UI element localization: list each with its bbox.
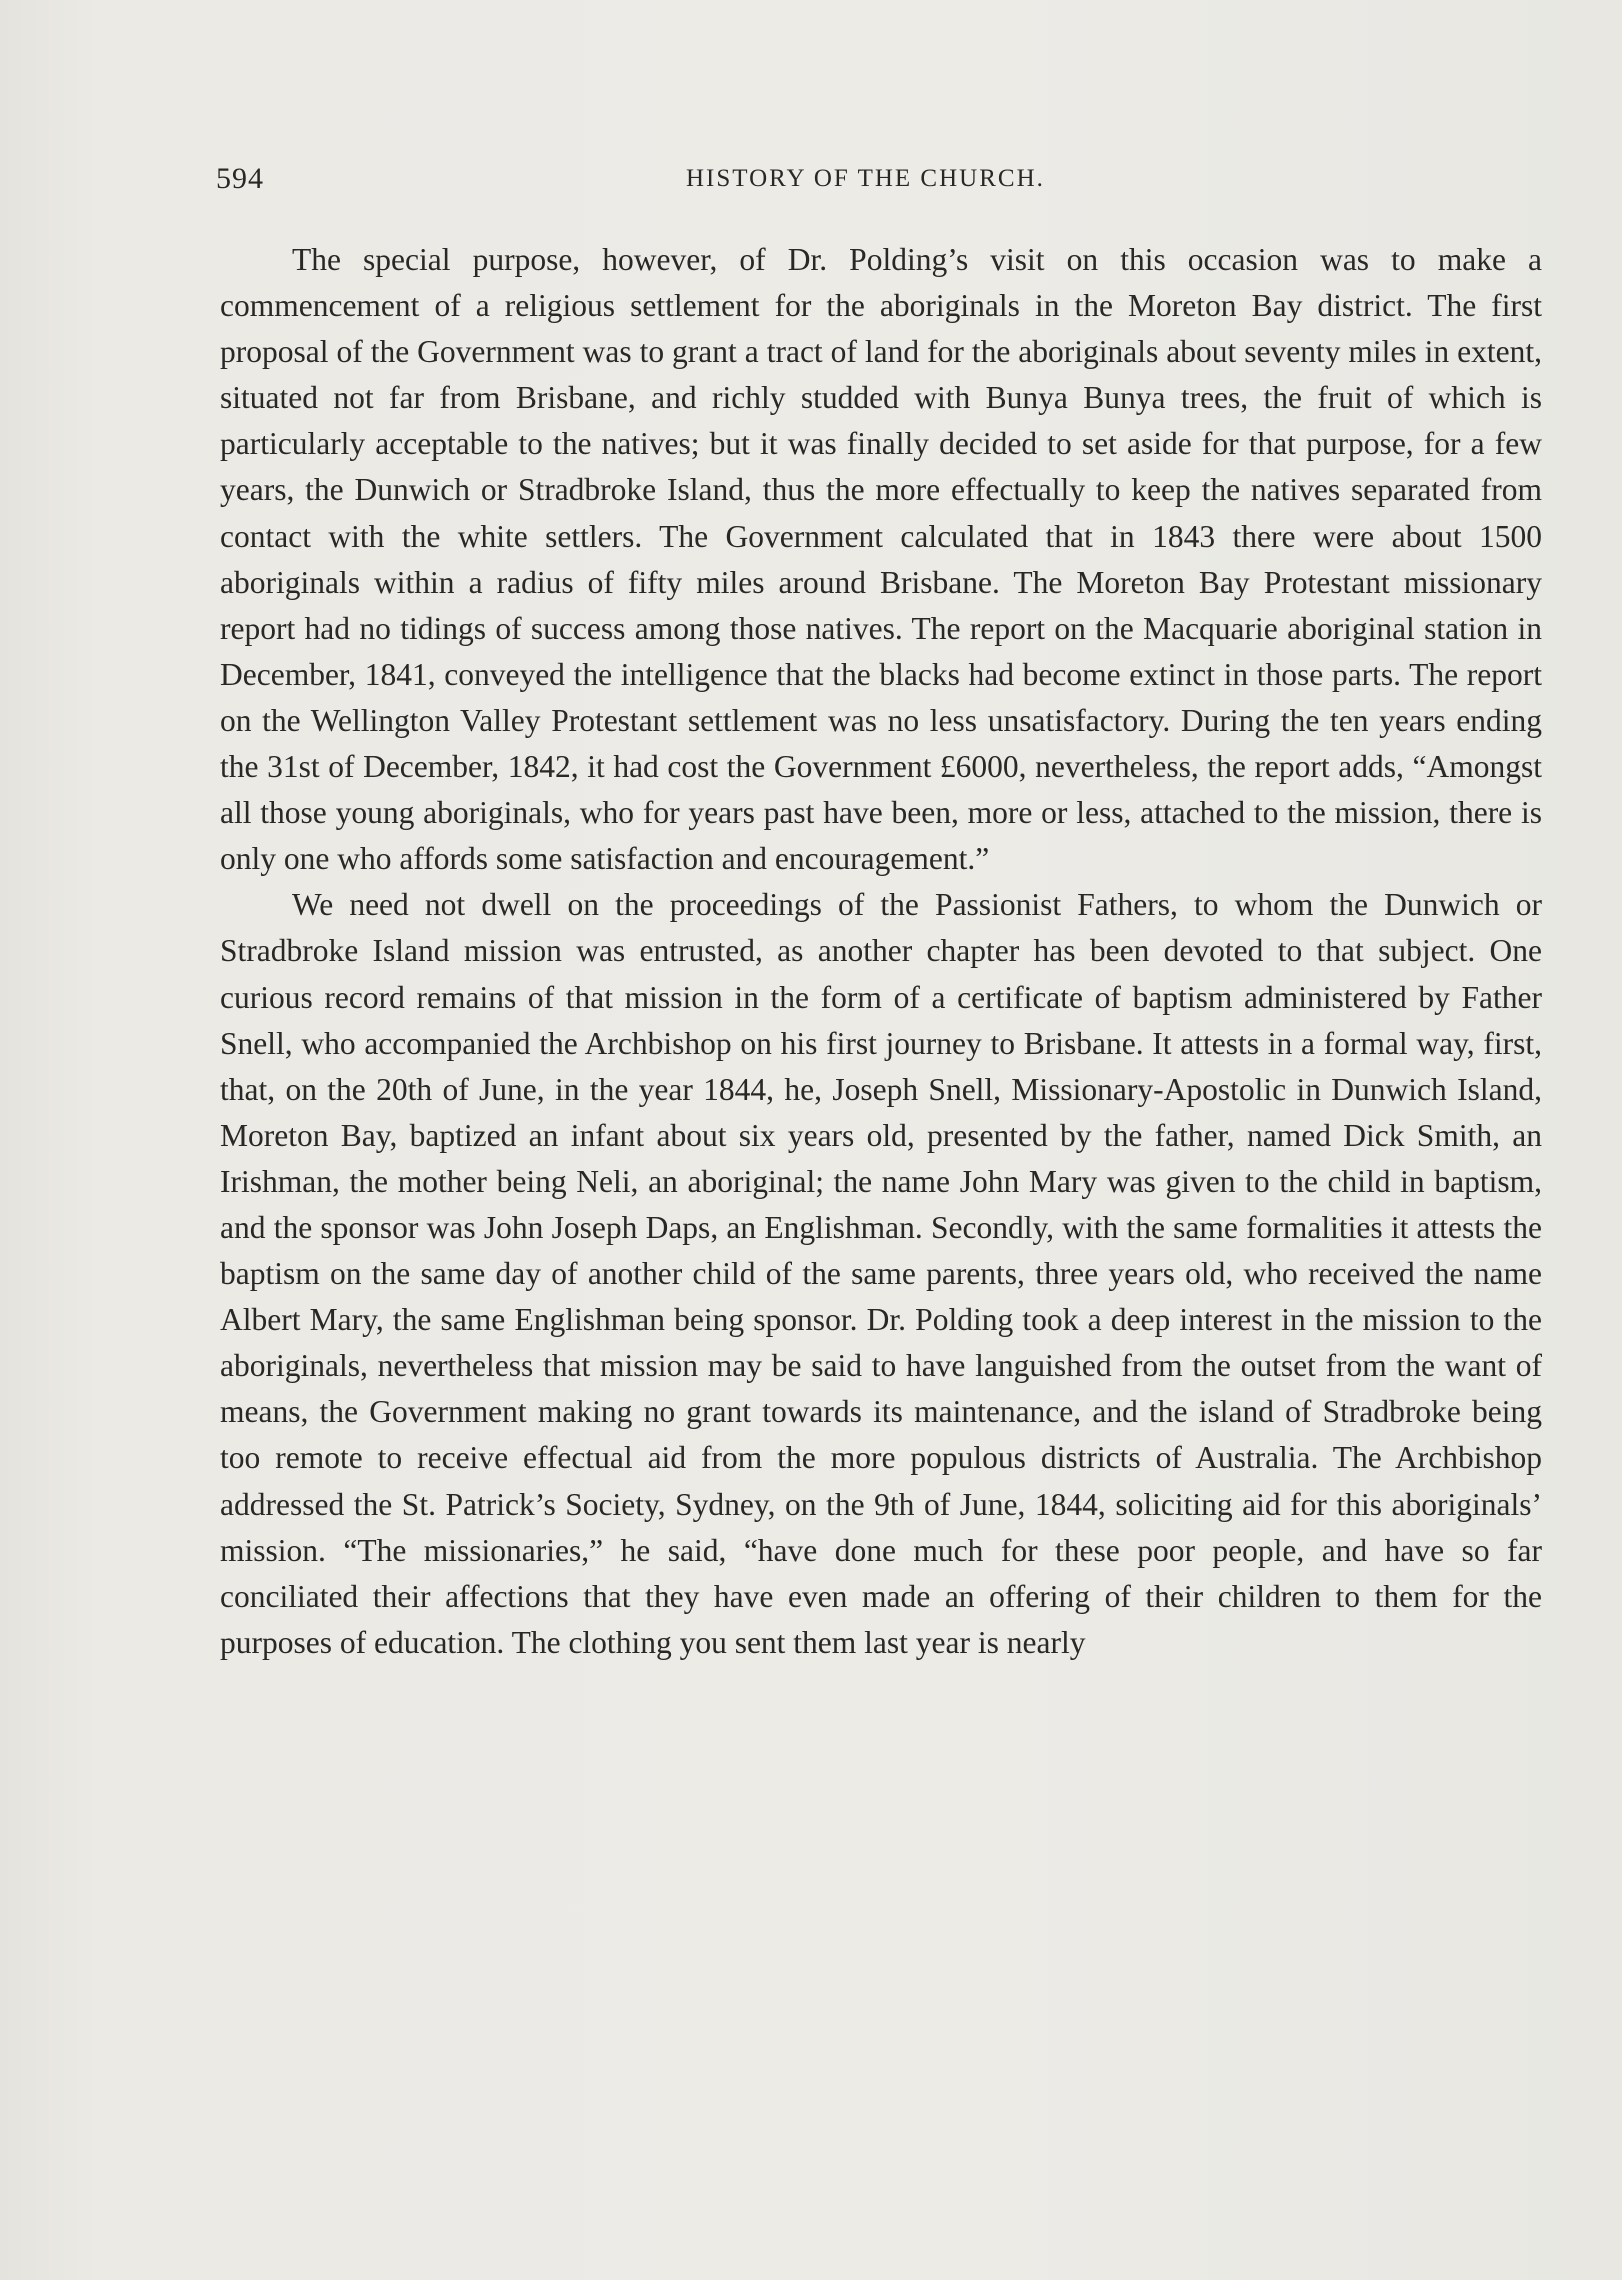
running-title: HISTORY OF THE CHURCH. [686,165,1045,192]
paragraph: The special purpose, however, of Dr. Polding’s visit on this occasion was to make a commencement of a religious settlement for the aboriginals in the Moreton Bay district. The first proposal of the Government was to grant a tract of land for the aboriginals about seventy miles in extent, situated not far from Brisbane, and richly studded with Bunya Bunya trees, the fruit of which is particularly acceptable to the natives; but it was finally decided to set aside for that purpose, for a few years, the Dunwich or Stradbroke Island, thus the more effectually to keep the natives separated from contact with the white settlers. The Government calculated that in 1843 there were about 1500 aboriginals within a radius of fifty miles around Brisbane. The Moreton Bay Protestant missionary report had no tidings of success among those natives. The report on the Macquarie aboriginal station in December, 1841, conveyed the intelligence that the blacks had become extinct in those parts. The report on the Wellington Valley Protestant settlement was no less unsatisfactory. During the ten years ending the 31st of December, 1842, it had cost the Government £6000, nevertheless, the report adds, “Amongst all those young aboriginals, who for years past have been, more or less, attached to the mission, there is only one who affords some satisfaction and encouragement.” [220,242,1542,877]
paragraph: We need not dwell on the proceedings of the Passionist Fathers, to whom the Dunwich or Stradbroke Island mission was entrusted, as another chapter has been devoted to that subject. One curious record remains of that mission in the form of a certificate of baptism administered by Father Snell, who accompanied the Archbishop on his first journey to Brisbane. It attests in a formal way, first, that, on the 20th of June, in the year 1844, he, Joseph Snell, Missionary-Apostolic in Dunwich Island, Moreton Bay, baptized an infant about six years old, presented by the father, named Dick Smith, an Irishman, the mother being Neli, an aboriginal; the name John Mary was given to the child in baptism, and the sponsor was John Joseph Daps, an Englishman. Secondly, with the same formalities it attests the baptism on the same day of another child of the same parents, three years old, who received the name Albert Mary, the same Englishman being sponsor. Dr. Polding took a deep interest in the mission to the aboriginals, nevertheless that mission may be said to have languished from the outset from the want of means, the Government making no grant towards its maintenance, and the island of Stradbroke being too remote to receive effectual aid from the more populous districts of Australia. The Archbishop addressed the St. Patrick’s Society, Sydney, on the 9th of June, 1844, soliciting aid for this aboriginals’ mission. “The missionaries,” he said, “have done much for these poor people, and have so far conciliated their affections that they have even made an offering of their children to them for the purposes of education. The clothing you sent them last year is nearly [220,887,1542,1660]
page-number: 594 [216,162,264,195]
body-text [220,237,1542,1666]
page-header [216,162,1546,202]
